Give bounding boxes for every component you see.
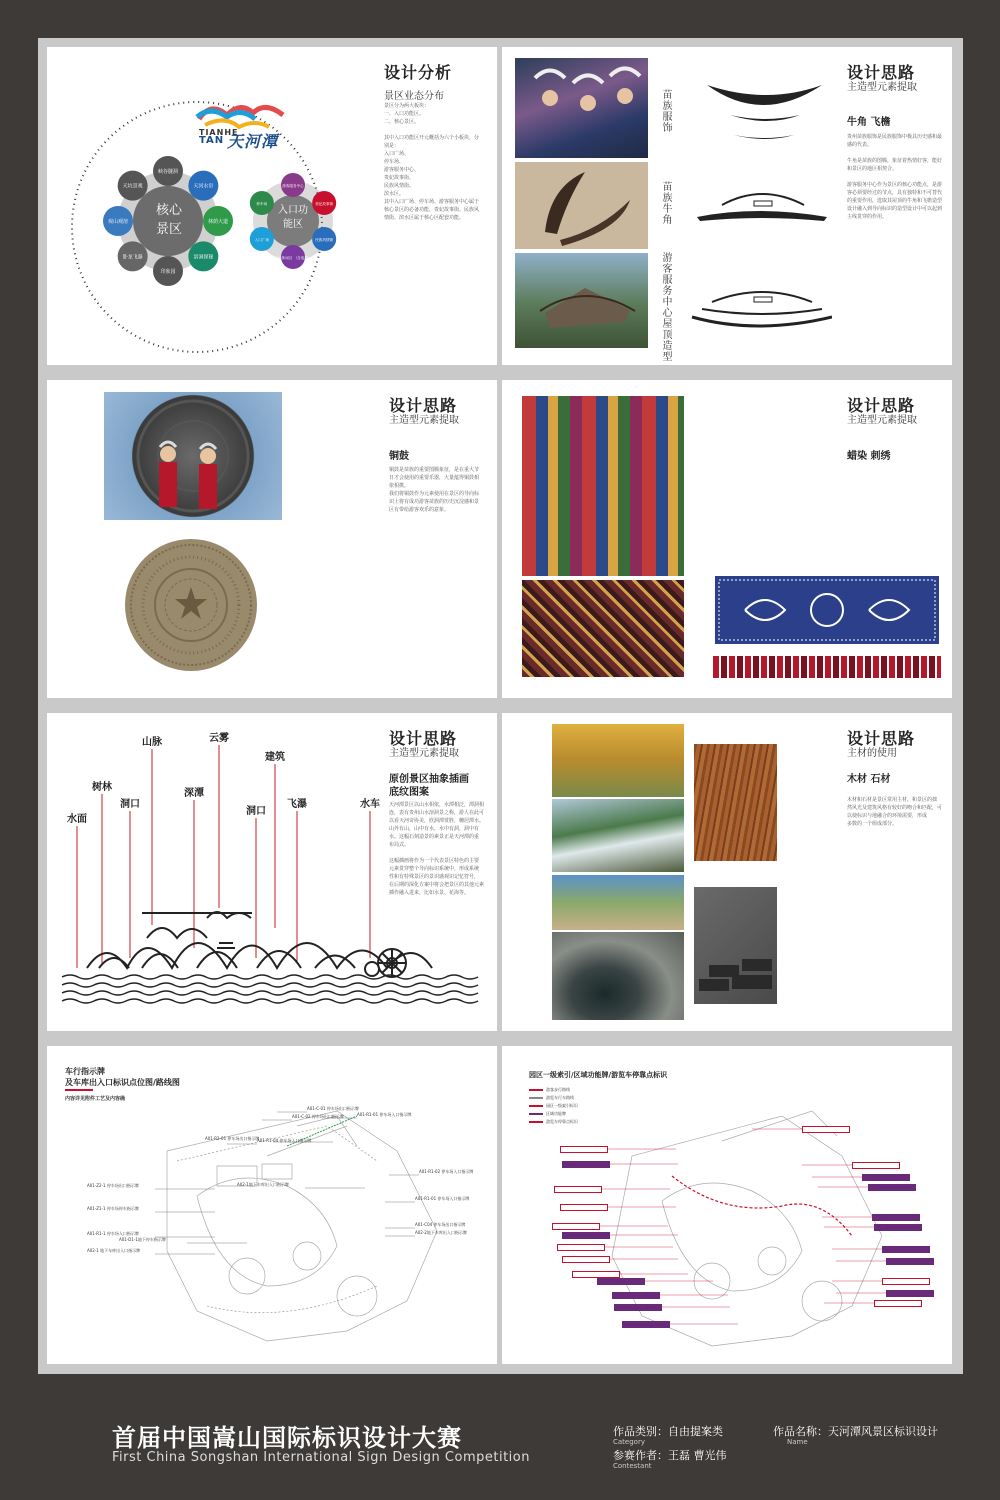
sign-tag <box>868 1184 916 1191</box>
body-line: 设计融入到导向标识的造型设计中可以起到 <box>847 206 943 212</box>
zone-dot-label: 峡谷隧洞 <box>157 169 179 175</box>
sign-tag <box>572 1271 620 1278</box>
zone-dot-label: 滨水休闲区 （含夜游） <box>274 256 312 260</box>
sign-callout: A01-D1-1地下停车指示牌 <box>119 1237 166 1242</box>
sign-tag <box>560 1146 608 1153</box>
sign-tag <box>874 1224 922 1231</box>
body-line: 依相携。 <box>389 483 410 489</box>
waterfall-photo <box>552 799 684 872</box>
legend-label: 游览车行车路线 <box>546 1095 574 1100</box>
panel-heading: 蜡染 刺绣 <box>847 451 891 462</box>
panel-subtitle: 主造型元素提取 <box>389 415 459 426</box>
zone-dot-label: 游客服务中心 <box>282 184 304 188</box>
body-line: 然风光及建筑风格有较好的吻合和匹配，可 <box>847 805 943 811</box>
sign-tag <box>882 1246 930 1253</box>
body-line: 区有带给游客欢乐的意象。 <box>389 507 450 513</box>
body-line: 民族风情街、 <box>384 183 415 189</box>
panel-vehicle-sign-map <box>47 1046 497 1364</box>
sign-tag <box>852 1162 900 1169</box>
horn-shape-drawings <box>682 47 832 365</box>
panel-title: 设计思路 <box>847 63 916 82</box>
sign-tag <box>562 1232 610 1239</box>
body-line: 二、核心景区。 <box>384 119 420 125</box>
label-miao-costume: 苗族服饰 <box>660 89 671 133</box>
body-line <box>847 173 947 181</box>
sign-tag <box>552 1223 600 1230</box>
panel-title: 设计分析 <box>384 63 453 82</box>
sign-callout: A01-R1-1 停车场入口指示牌 <box>87 1231 139 1236</box>
body-line: 情街、滨水区属于核心区配套功能。 <box>384 215 465 221</box>
stone-texture-swatch <box>694 887 777 1004</box>
sign-callout: A01-C-02 停车场出口指示牌 <box>292 1114 344 1119</box>
batik-pattern-blue <box>715 576 939 644</box>
body-line <box>389 849 489 857</box>
body-line: 在后期的深化方案中将会把景区的其他元素 <box>389 882 485 888</box>
body-line: 和景区的地区相契合。 <box>847 166 898 172</box>
sign-tag <box>597 1278 645 1285</box>
zone-dot-label: 民族风情街 <box>315 238 334 242</box>
work-name-label: 作品名称：天河潭风景区标识设计 <box>773 1425 938 1438</box>
sign-tag <box>562 1256 610 1263</box>
body-line: 停车场、 <box>384 159 405 165</box>
label-roof-shape: 游客服务中心屋顶造型 <box>660 252 671 362</box>
miao-costume-photo <box>515 58 648 158</box>
sign-callout: A02-1 地下车库出入口指示牌 <box>87 1248 141 1253</box>
panel-heading: 木材 石材 <box>847 774 891 785</box>
sign-tag <box>882 1278 930 1285</box>
zone-dot-label: 停车场 <box>256 202 268 206</box>
panel-title: 设计思路 <box>389 396 458 415</box>
body-line: 多数的一个组成部分。 <box>847 821 898 827</box>
body-line: 山外有山，山中有水，水中有洞，洞中有 <box>389 826 480 832</box>
sign-callout: A02-2地下车库出入口指示牌 <box>415 1230 467 1235</box>
body-line: 的重要作用，选取其屋顶的牛角和飞檐造型 <box>847 198 943 204</box>
body-line: 识上将有成功游客苗族的历史沉淀感和景 <box>389 499 480 505</box>
illustration-label: 建筑 <box>265 752 285 763</box>
visitor-center-roof-photo <box>515 253 648 348</box>
sign-tag <box>874 1300 922 1307</box>
panel-subtitle: 主造型元素提取 <box>847 82 917 93</box>
body-line: 这幅插画将作为一个代表景区特色的主要 <box>389 858 480 864</box>
illustration-label: 山脉 <box>142 737 162 748</box>
sign-tag <box>872 1214 920 1221</box>
map-title-2: 及车库出入口标识点位图/路线图 <box>65 1078 180 1087</box>
sign-callout: A01-R1-04 停车场入口指示牌 <box>257 1138 312 1143</box>
body-line: 感的代表。 <box>847 142 873 148</box>
panel-title: 设计思路 <box>847 729 916 748</box>
body-line: 游客服务中心作为景区的核心功能点，是游 <box>847 182 943 188</box>
panel-body-text <box>847 796 947 828</box>
logo-wave-yellow <box>205 120 269 127</box>
body-line: 我们将铜鼓作为元素使用在景区的导向标 <box>389 491 480 497</box>
body-line: 铜鼓是苗族的重要图腾象征，是在重大节 <box>389 467 480 473</box>
body-line: 一、入口功能区。 <box>384 111 425 117</box>
author-label: 参赛作者：王磊 曹光伟 <box>613 1449 727 1462</box>
body-line: 贵妃故事街、 <box>384 175 415 181</box>
body-line: 天河潭景区以山水相依，水潭相泛，潭洞相 <box>389 802 485 808</box>
sign-callout: A01-R1-01 停车场入口指示牌 <box>357 1112 412 1117</box>
zone-dot-label: 入口广场 <box>254 238 270 242</box>
illustration-label: 深潭 <box>184 788 204 799</box>
competition-title: 首届中国嵩山国际标识设计大赛 <box>112 1424 462 1452</box>
panel-subtitle: 主造型元素提取 <box>389 748 459 759</box>
author-en: Contestant <box>613 1462 652 1470</box>
illustration-label: 云雾 <box>209 733 229 744</box>
body-line: 以使标识与地融合的环境需要，形成 <box>847 813 928 819</box>
body-line: 核心景区的必备功能，贵妃故事街、民族风 <box>384 207 480 213</box>
panel-body-text <box>384 102 489 222</box>
body-line: 日才会使用的重要乐器，大量蕴得铜鼓相 <box>389 475 480 481</box>
zone-dot-label: 卧龙飞瀑 <box>122 254 143 261</box>
body-line: 其中入口功能区开元概括为六个小板块，分 <box>384 135 480 141</box>
body-line <box>384 126 489 134</box>
sign-tag <box>862 1174 910 1181</box>
sign-tag <box>802 1126 850 1133</box>
category-label: 作品类别：自由提案类 <box>613 1425 723 1438</box>
sign-tag <box>560 1204 608 1211</box>
plaza-photo <box>552 875 684 930</box>
body-line: 元素贯穿整个导向标识系统中，形成系统 <box>389 866 480 872</box>
sign-callout: A01-C-01 停车场出口指示牌 <box>307 1106 359 1111</box>
panel-design-idea-batik <box>502 380 952 698</box>
panel-body-text <box>389 801 489 897</box>
forest-path-photo <box>552 724 684 797</box>
sign-callout: A01-Z2-1 停车场出口指示牌 <box>87 1183 139 1188</box>
bronze-drum-pattern <box>121 535 261 675</box>
body-line: 牛角是苗族的图腾，象征着热情好客，能好 <box>847 158 943 164</box>
work-name-meta <box>773 1423 938 1446</box>
panel-design-analysis <box>47 47 497 365</box>
logo-brand-text: TAN <box>199 135 225 146</box>
map-title: 园区一级索引/区域功能牌/游览车停靠点标识 <box>529 1071 668 1079</box>
panel-design-idea-materials <box>502 713 952 1031</box>
embroidery-photo <box>522 580 684 677</box>
illustration-label: 飞瀑 <box>287 799 307 810</box>
sign-tag <box>886 1258 934 1265</box>
legend-label: 游览车停靠点标识 <box>546 1119 578 1124</box>
body-line: 别是： <box>384 143 400 149</box>
poster-board <box>38 38 963 1374</box>
body-line: 景区分为两大板块： <box>384 103 430 109</box>
sign-tag <box>622 1321 670 1328</box>
panel-body-text <box>389 466 489 514</box>
body-line: 以看天河奇协美，欣洞潭赏胜，穗居潭水。 <box>389 818 485 824</box>
zone-dot-label: 溶洞探秘 <box>193 254 214 261</box>
body-line: 其中入口广场、停车场、游客服务中心属于 <box>384 199 480 205</box>
panel-subtitle: 景区业态分布 <box>384 91 444 102</box>
body-line: 滨水区。 <box>384 191 405 197</box>
body-line: 木材和石材是景区常用主材，和景区的拙 <box>847 797 938 803</box>
body-line: 游客服务中心、 <box>384 167 420 173</box>
miao-horn-photo <box>515 162 648 249</box>
zone-dot-label: 天坑景观 <box>122 183 143 190</box>
legend-label: 游客步行路线 <box>546 1087 570 1092</box>
wood-texture-swatch <box>694 744 777 861</box>
zone-dot-label: 印象园 <box>160 269 176 275</box>
category-meta <box>613 1423 723 1446</box>
body-line: 客必须要经过的节点，具有独特和不可替代 <box>847 190 943 196</box>
panel-heading: 牛角 飞檐 <box>847 117 891 128</box>
panel-subtitle: 主造型元素提取 <box>847 415 917 426</box>
logo-chinese-text: 天河潭 <box>227 132 279 151</box>
label-miao-horn: 苗族牛角 <box>660 181 671 225</box>
panel-design-idea-illustration <box>47 713 497 1031</box>
body-line: 入口广场、 <box>384 151 410 157</box>
sign-callout: A01-Z1-1 停车场停车指示牌 <box>87 1206 139 1211</box>
panel-title: 设计思路 <box>389 729 458 748</box>
zone-dot-label: 林荫大道 <box>207 219 229 225</box>
body-line: 布局式。 <box>389 842 410 848</box>
batik-fabric-photo <box>522 396 684 576</box>
core-zone-label: 核心景区 <box>155 203 182 237</box>
body-line: 插作融入进来，比如水景、花海等。 <box>389 890 470 896</box>
illustration-label: 树林 <box>92 782 112 793</box>
panel-body-text <box>847 133 947 221</box>
legend-label: 园区一级索引标识 <box>546 1103 578 1108</box>
body-line: 水。这幅石刻造景的素景正是天河潭的重 <box>389 834 480 840</box>
zone-dot-label: 天河水帘 <box>193 183 214 190</box>
sign-tag <box>612 1292 660 1299</box>
zone-dot-label: 贵妃故事街 <box>315 202 334 206</box>
body-line: 性和有特殊景区的景识感观识记忆符号， <box>389 874 480 880</box>
sign-callout: A01-R1-01 停车场入口指示牌 <box>415 1196 470 1201</box>
body-line <box>847 149 947 157</box>
sign-callout: A01-R2-01 停车场出口指示牌 <box>205 1136 260 1141</box>
entry-zone-label: 入口功能区 <box>278 205 308 230</box>
sign-tag <box>554 1186 602 1193</box>
zone-dot-label: 观山观溶 <box>107 219 129 225</box>
site-plan-map <box>47 1046 497 1364</box>
embroidery-pattern-strip <box>713 656 941 678</box>
sign-callout: A01-R1-02 停车场入口指示牌 <box>419 1169 474 1174</box>
logo-small-text: TIANHE <box>199 128 239 137</box>
panel-design-idea-drum <box>47 380 497 698</box>
illustration-label: 水车 <box>360 799 380 810</box>
sign-tag <box>886 1290 934 1297</box>
illustration-label: 洞口 <box>120 799 140 810</box>
panel-heading: 铜鼓 <box>389 451 409 462</box>
sign-tag <box>562 1161 610 1168</box>
work-name-en: Name <box>787 1438 808 1446</box>
bronze-drum-photo <box>104 392 282 520</box>
legend-label: 区域功能牌 <box>546 1111 566 1116</box>
sign-callout: A01-C04 停车场出口指示牌 <box>415 1222 466 1227</box>
panel-heading-1: 原创景区抽象插画 <box>389 774 469 785</box>
map-title-1: 车行指示牌 <box>65 1067 105 1076</box>
panel-park-index-map <box>502 1046 952 1364</box>
illustration-label: 水面 <box>67 814 87 825</box>
sign-callout: A02-1地下车库出入口指示牌 <box>237 1182 289 1187</box>
author-meta <box>613 1447 727 1470</box>
illustration-label: 洞口 <box>246 806 266 817</box>
competition-subtitle: First China Songshan International Sign Design Competition <box>112 1450 530 1465</box>
body-line: 贵州苗族服饰是民族服饰中极具历史感和最 <box>847 134 943 140</box>
body-line: 主线贯穿的作用。 <box>847 214 888 220</box>
panel-heading-2: 底纹图案 <box>389 787 429 798</box>
map-note: 内容详见附件工艺及内容确 <box>65 1096 126 1102</box>
category-en: Category <box>613 1438 645 1446</box>
cave-boat-photo <box>552 932 684 1020</box>
panel-subtitle: 主材的使用 <box>847 748 897 759</box>
panel-title: 设计思路 <box>847 396 916 415</box>
body-line: 连，表有贵州山水溶洞景之称，游人在此可 <box>389 810 485 816</box>
sign-tag <box>614 1304 662 1311</box>
sign-tag <box>557 1244 605 1251</box>
panel-design-idea-horn <box>502 47 952 365</box>
